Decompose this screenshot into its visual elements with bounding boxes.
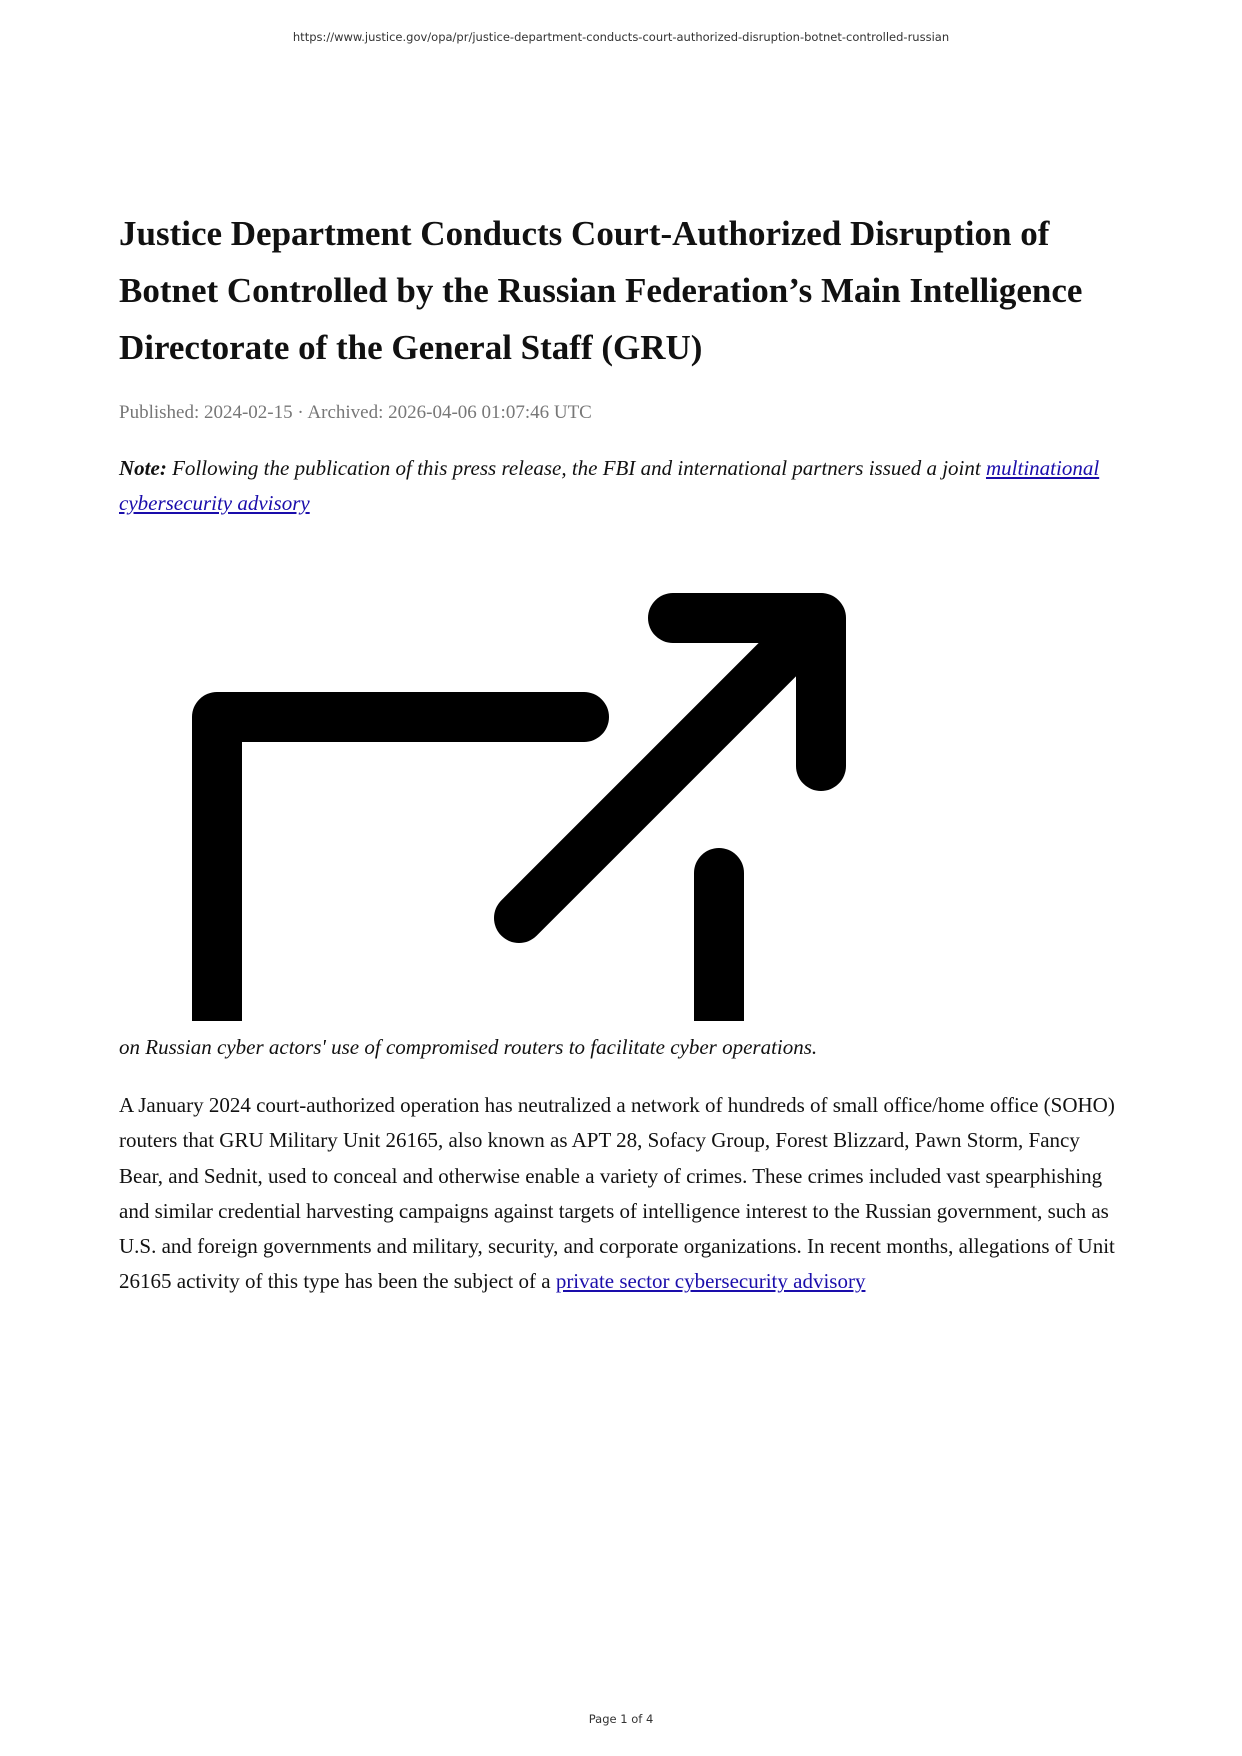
note-text: Following the publication of this press release, the FBI and international partners issued a joint — [166, 456, 986, 480]
image-caption: on Russian cyber actors' use of compromised routers to facilitate cyber operations. — [119, 1035, 818, 1059]
page-url-header: https://www.justice.gov/opa/pr/justice-department-conducts-court-authorized-disruption-botnet-controlled-russian — [292, 30, 950, 44]
external-link-icon-image — [119, 570, 1129, 1021]
body-text: A January 2024 court-authorized operation has neutralized a network of hundreds of small office/home office (SOHO) routers that GRU Military Unit 26165, also known as APT 28, Sofacy Group, Forest Blizzard, Pawn Storm, Fancy Bear, and Sednit, used to conceal and otherwise enable a variety of crimes. These crimes included vast spearphishing and similar credential harvesting campaigns against targets of intelligence interest to the Russian government, such as U.S. and foreign governments and military, security, and corporate organizations. In recent months, allegations of Unit 26165 activity of this type has been the subject of a — [119, 1093, 1115, 1294]
multinational-advisory-link[interactable]: multinational cybersecurity advisory — [119, 456, 1100, 515]
external-link-icon — [119, 570, 1129, 1021]
icon-arrow-shaft — [519, 618, 819, 918]
publish-meta: Published: 2024-02-15 · Archived: 2026-04-06 01:07:46 UTC — [119, 402, 592, 423]
page-number: Page 1 of 4 — [588, 1712, 654, 1726]
note-paragraph — [119, 451, 1129, 521]
note-label: Note: — [119, 456, 167, 480]
icon-box-frame — [217, 717, 584, 1021]
body-paragraph — [119, 1088, 1129, 1300]
private-sector-advisory-link[interactable]: private sector cybersecurity advisory — [555, 1269, 866, 1294]
article — [119, 205, 1129, 521]
page-title: Justice Department Conducts Court-Authorized Disruption of Botnet Controlled by the Russian Federation’s Main Intelligence Directorate of the General Staff (GRU) — [119, 214, 1083, 367]
